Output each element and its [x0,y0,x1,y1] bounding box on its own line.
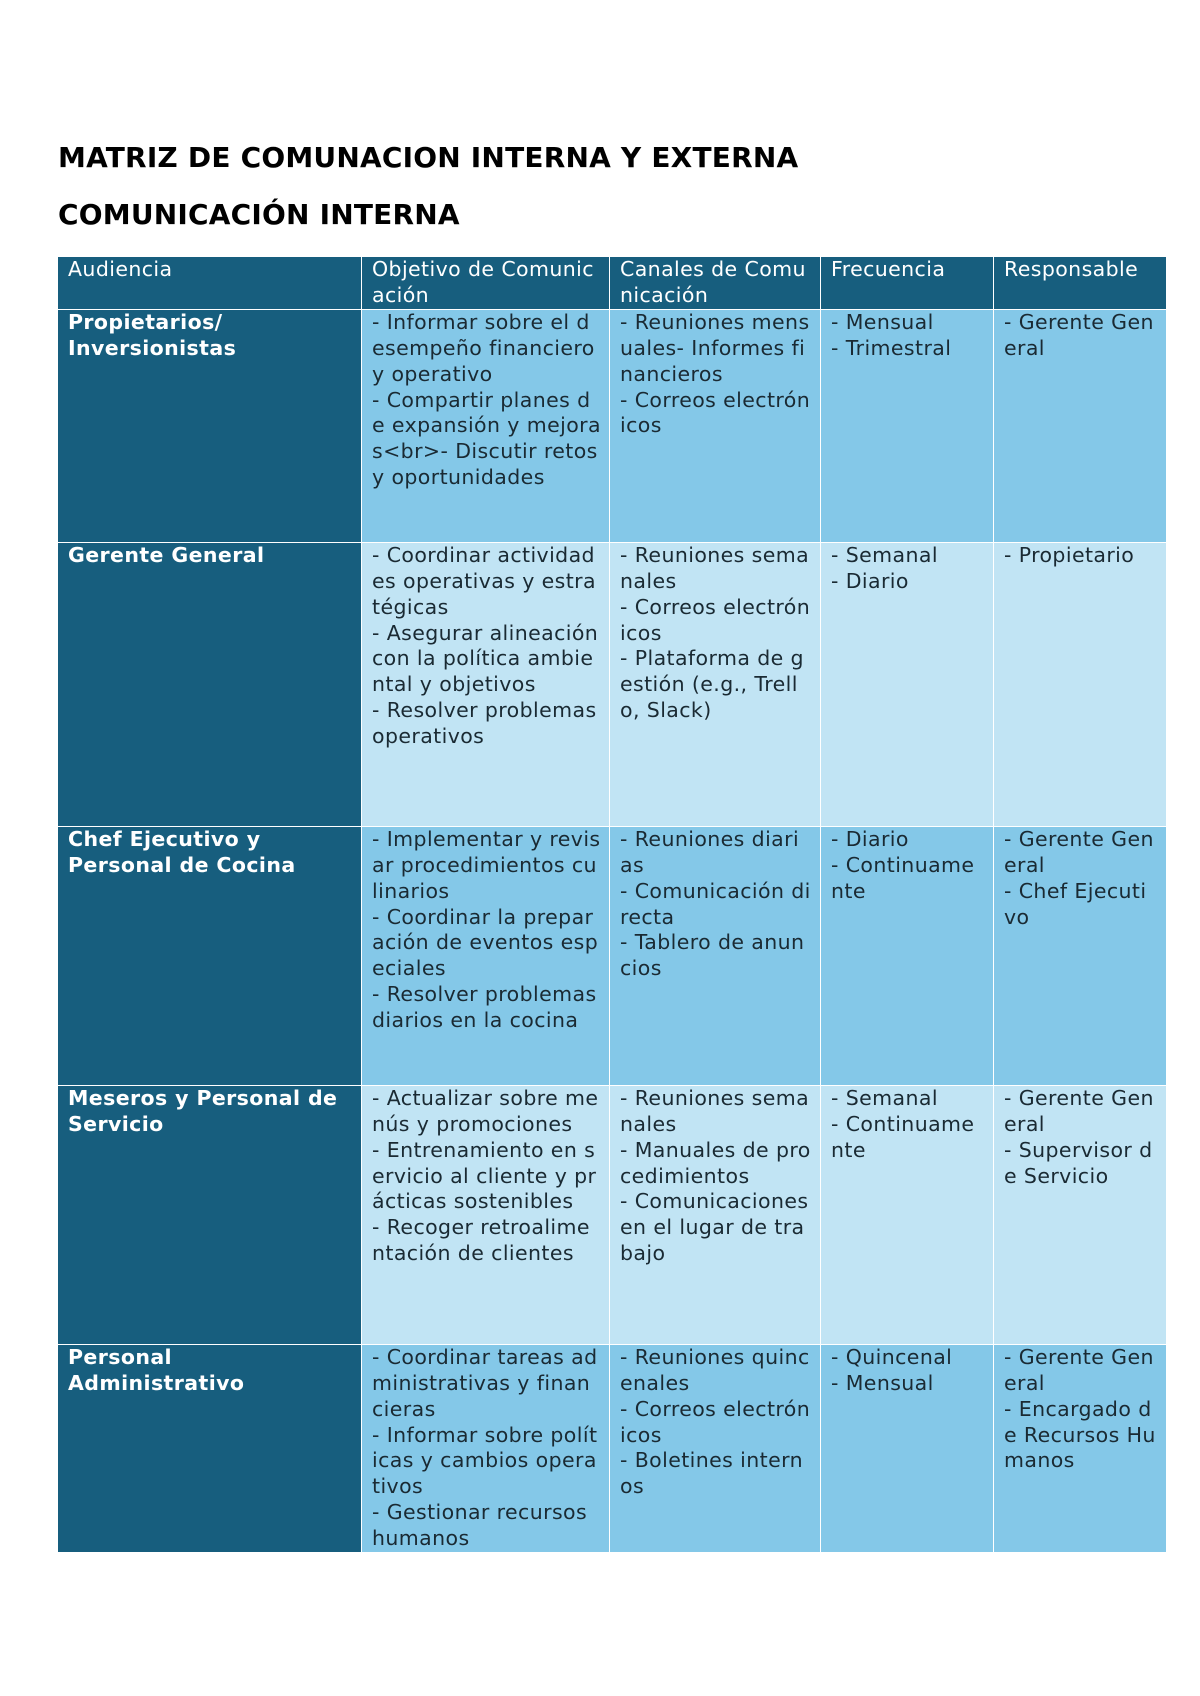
table-row [58,542,1167,826]
cell-line: - Gerente General [1004,826,1154,877]
cell-line: - Correos electrónicos [620,594,811,645]
cell-line: - Implementar y revisar procedimientos culinarios [372,826,601,903]
table-row [58,309,1167,542]
cell-line: - Coordinar la preparación de eventos especiales [372,904,599,981]
channels-cell [610,1344,821,1552]
header-canales: Canales de Comunicación [610,257,821,310]
cell-line: - Diario [831,568,909,593]
objective-cell [362,309,610,542]
cell-line: - Entrenamiento en servicio al cliente y prácticas sostenibles [372,1137,597,1214]
cell-line: - Quincenal [831,1344,953,1369]
frequency-cell [821,1085,994,1344]
cell-line: - Comunicaciones en el lugar de trabajo [620,1189,809,1266]
audience-cell: Personal Administrativo [58,1344,362,1552]
table-row [58,1085,1167,1344]
cell-line: - Tablero de anuncios [620,930,805,981]
cell-line: - Semanal [831,542,938,567]
cell-line: - Trimestral [831,335,952,360]
frequency-cell [821,542,994,826]
cell-line: - Compartir planes de expansión y mejoras<br>- Discutir retos y oportunidades [372,387,601,490]
table-row [58,826,1167,1085]
cell-line: - Reuniones quincenales [620,1344,810,1395]
objective-cell [362,1344,610,1552]
cell-line: - Boletines internos [620,1448,803,1499]
responsible-cell [994,542,1167,826]
header-objetivo: Objetivo de Comunicación [362,257,610,310]
header-responsable: Responsable [994,257,1167,310]
responsible-cell [994,1344,1167,1552]
cell-line: - Encargado de Recursos Humanos [1004,1396,1156,1473]
objective-cell [362,542,610,826]
cell-line: - Chef Ejecutivo [1004,878,1147,929]
cell-line: - Semanal [831,1085,938,1110]
cell-line: - Informar sobre políticas y cambios operativos [372,1422,598,1499]
cell-line: - Mensual [831,1370,934,1395]
cell-line: - Gestionar recursos humanos [372,1500,588,1551]
table-row [58,1344,1167,1552]
channels-cell [610,826,821,1085]
responsible-cell [994,826,1167,1085]
responsible-cell [994,309,1167,542]
frequency-cell [821,826,994,1085]
objective-cell [362,1085,610,1344]
cell-line: - Diario [831,826,909,851]
channels-cell [610,1085,821,1344]
cell-line: - Recoger retroalimentación de clientes [372,1215,590,1266]
cell-line: - Resolver problemas diarios en la cocina [372,982,597,1033]
audience-cell: Propietarios/ Inversionistas [58,309,362,542]
cell-line: - Reuniones semanales [620,542,810,593]
channels-cell [610,309,821,542]
channels-cell [610,542,821,826]
cell-line: - Supervisor de Servicio [1004,1137,1153,1188]
cell-line: - Reuniones semanales [620,1085,810,1136]
cell-line: - Comunicación directa [620,878,811,929]
cell-line: - Coordinar tareas administrativas y financieras [372,1344,598,1421]
cell-line: - Manuales de procedimientos [620,1137,811,1188]
cell-line: - Mensual [831,309,934,334]
cell-line: - Correos electrónicos [620,387,811,438]
cell-line: - Gerente General [1004,1344,1154,1395]
cell-line: - Plataforma de gestión (e.g., Trello, Slack) [620,646,804,723]
audience-cell: Chef Ejecutivo y Personal de Cocina [58,826,362,1085]
cell-line: - Gerente General [1004,309,1154,360]
communication-matrix-table [57,256,1167,1553]
document-title: MATRIZ DE COMUNACION INTERNA Y EXTERNA [58,141,799,174]
section-title: COMUNICACIÓN INTERNA [58,198,460,231]
responsible-cell [994,1085,1167,1344]
cell-line: - Coordinar actividades operativas y estratégicas [372,542,596,619]
header-audiencia: Audiencia [58,257,362,310]
cell-line: - Continuamente [831,852,975,903]
cell-line: - Reuniones mensuales- Informes financieros [620,309,810,386]
cell-line: - Asegurar alineación con la política ambiental y objetivos [372,620,599,697]
audience-cell: Gerente General [58,542,362,826]
cell-line: - Continuamente [831,1111,975,1162]
cell-line: - Gerente General [1004,1085,1154,1136]
audience-cell: Meseros y Personal de Servicio [58,1085,362,1344]
cell-line: - Propietario [1004,542,1135,567]
frequency-cell [821,1344,994,1552]
cell-line: - Correos electrónicos [620,1396,811,1447]
cell-line: - Reuniones diarias [620,826,800,877]
table-header-row [58,257,1167,310]
cell-line: - Resolver problemas operativos [372,698,597,749]
objective-cell [362,826,610,1085]
cell-line: - Informar sobre el desempeño financiero y operativo [372,309,595,386]
header-frecuencia: Frecuencia [821,257,994,310]
frequency-cell [821,309,994,542]
cell-line: - Actualizar sobre menús y promociones [372,1085,599,1136]
